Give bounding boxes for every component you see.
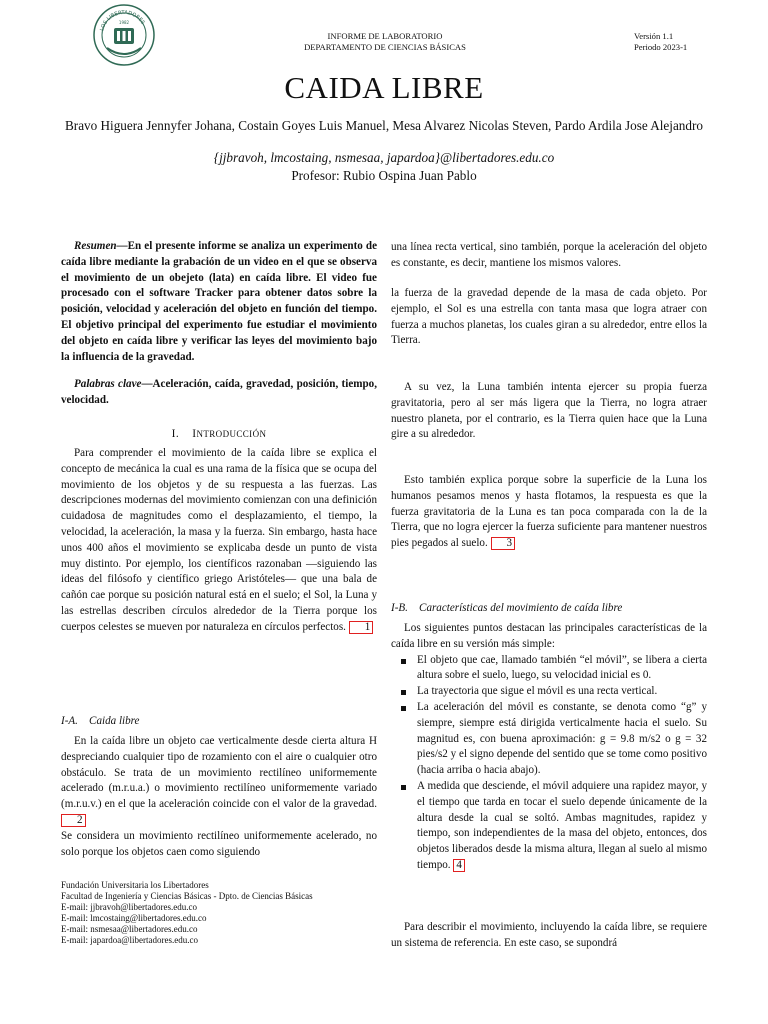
right-paragraph-1 [391, 240, 707, 272]
paragraph-text: una línea recta vertical, sino también, porque la aceleración del objeto es constante, es decir, mantiene los mismos valores. [391, 241, 707, 269]
citation-link[interactable]: 1 [349, 621, 374, 634]
footnote-line: Fundación Universitaria los Libertadores [61, 880, 209, 890]
footnote-affiliation [61, 880, 313, 946]
footnote-line: E-mail: japardoa@libertadores.edu.co [61, 935, 198, 945]
header-title-block [270, 31, 500, 52]
header-version-block [634, 31, 687, 52]
abstract [61, 239, 377, 365]
paragraph-text: A su vez, la Luna también intenta ejercer su propia fuerza gravitatoria, pero al ser más ligera que la Tierra, no logra atraer nuestro planeta, por el contrario, es la Tierra quien hace que la Luna gire a su alrededor. [391, 381, 707, 441]
subsection-heading-caida-libre [61, 714, 377, 730]
right-paragraph-4 [391, 473, 707, 552]
citation-link[interactable]: 4 [453, 859, 465, 872]
header-department: DEPARTAMENTO DE CIENCIAS BÁSICAS [304, 41, 466, 52]
paragraph-text: la fuerza de la gravedad depende de la masa de cada objeto. Por ejemplo, el Sol es una estrella con tanta masa que logra atraer con fuerza a muchos planetas, los cuales giran a su alrededor, entre ellos la Tierra. [391, 287, 707, 347]
list-item: La aceleración del móvil es constante, se denota como “g” y siempre, siempre está dirigida verticalmente hacia el suelo. Su magnitud es, con buena aproximación: g = 9.8 m/s2 o g = 32 pies/s2 y el signo depende del sentido que se tome como positivo (hacia arriba o hacia abajo). [391, 700, 707, 779]
right-paragraph-2 [391, 286, 707, 349]
section-heading-introduccion [61, 427, 377, 443]
header-version: Versión 1.1 [634, 31, 674, 41]
list-item: La trayectoria que sigue el móvil es una recta vertical. [391, 684, 707, 700]
caida-libre-text-2: Se considera un movimiento rectilíneo uniformemente acelerado, no solo porque los objetos caen como siguiendo [61, 829, 377, 858]
intro-paragraph [61, 446, 377, 636]
footnote-line: E-mail: nsmesaa@libertadores.edu.co [61, 924, 198, 934]
subsection-number: I-B. [391, 602, 408, 614]
abstract-text: —En el presente informe se analiza un experimento de caída libre mediante la grabación de un video en el que se observa el movimiento de un obejeto (lata) en caída libre. El video fue procesado con el software Tracker para obtener datos sobre la posición, velocidad y aceleración del objeto en función del tiempo. El objetivo principal del experimento fue estudiar el movimiento del objeto en caída libre y verificar las leyes del movimiento bajo la influencia de la gravedad. [61, 240, 377, 363]
caida-libre-text: En la caída libre un objeto cae verticalmente desde cierta altura H despreciando cualquier tipo de rozamiento con el aire o cualquier otro obstáculo. Se trata de un movimiento rectilíneo uniformemente acelerado (m.r.u.a.) o movimiento rectilíneo uniformemente variado (m.r.u.v.) en el que la aceleración coincide con el valor de la gravedad. [61, 735, 377, 811]
bullet-icon [401, 785, 406, 790]
bullet-icon [401, 690, 406, 695]
subsection-heading-caracteristicas [391, 601, 707, 617]
keywords-text: —Aceleración, caída, gravedad, posición, tiempo, velocidad. [61, 378, 377, 406]
paragraph-text: Para describir el movimiento, incluyendo la caída libre, se requiere un sistema de referencia. En este caso, se supondrá [391, 921, 707, 949]
section-title-initial: I [192, 428, 197, 440]
right-paragraph-3 [391, 380, 707, 443]
professor-line: Profesor: Rubio Ospina Juan Pablo [291, 168, 477, 183]
paper-title: CAIDA LIBRE [284, 70, 484, 105]
author-list: Bravo Higuera Jennyfer Johana, Costain Goyes Luis Manuel, Mesa Alvarez Nicolas Steven, Pardo Ardila Jose Alejandro [65, 118, 703, 133]
footnote-line: Facultad de Ingeniería y Ciencias Básicas - Dpto. de Ciencias Básicas [61, 891, 313, 901]
right-paragraph-final [391, 920, 707, 952]
section-title-rest: NTRODUCCIÓN [196, 429, 267, 439]
subsection-title: Características del movimiento de caída libre [419, 602, 623, 614]
caracteristicas-intro: Los siguientes puntos destacan las principales características de la caída libre en su versión más simple: [391, 622, 707, 650]
university-seal-logo [93, 4, 155, 66]
header-report-type: INFORME DE LABORATORIO [327, 31, 443, 41]
bullet-icon [401, 706, 406, 711]
subsection-number: I-A. [61, 715, 78, 727]
intro-text: Para comprender el movimiento de la caída libre se explica el concepto de mecánica la cual es una rama de la física que se ocupa del movimiento de los objetos y de su respuesta a las fuerzas. Las descripciones modernas del movimiento comienzan con una definición cuidadosa de magnitudes como el desplazamiento, el tiempo, la velocidad, la aceleración, la masa y la fuerza. Sin embargo, hasta hace unos 400 años el movimiento se explicaba desde un punto de vista muy distinto. Por ejemplo, los científicos razonaban —siguiendo las ideas del filósofo y científico griego Aristóteles— que una bala de cañón cae porque su posición natural está en el suelo; el Sol, la Luna y las estrellas describen círculos alrededor de la Tierra porque los cuerpos celestes se mueven por naturaleza en círculos perfectos. [61, 447, 377, 633]
caracteristicas-body [391, 621, 707, 874]
author-emails: {jjbravoh, lmcostaing, nsmesaa, japardoa}@libertadores.edu.co [213, 150, 555, 165]
keywords-label: Palabras clave [74, 378, 142, 390]
abstract-label: Resumen [74, 240, 117, 252]
seal-text: LOS LIBERTADORES [99, 9, 146, 32]
keywords [61, 377, 377, 409]
footnote-line: E-mail: jjbravoh@libertadores.edu.co [61, 902, 197, 912]
list-item: A medida que desciende, el móvil adquiere una rapidez mayor, y el tiempo que tarda en tocar el suelo depende únicamente de la altura desde la cual se soltó. Ambas magnitudes, rapidez y tiempo, son independientes de la masa del objeto, entonces, dos objetos liberados desde la misma altura, llegan al suelo al mismo tiempo. 4 [391, 779, 707, 874]
characteristics-list [391, 653, 707, 874]
header-period: Periodo 2023-1 [634, 41, 688, 52]
footnote-line: E-mail: lmcostaing@libertadores.edu.co [61, 913, 207, 923]
citation-link[interactable]: 3 [491, 537, 516, 550]
paragraph-text: Esto también explica porque sobre la superficie de la Luna los humanos pesamos menos y hasta flotamos, la respuesta es que la fuerza gravitatoria de la Luna es tan poca comparada con la de la Tierra, que no logra ejercer la fuerza suficiente para mantener nuestros pies pegados al suelo. [391, 474, 707, 550]
caida-libre-body [61, 734, 377, 860]
subsection-title: Caida libre [89, 715, 140, 727]
section-number: I. [171, 428, 180, 440]
seal-year: 1982 [118, 20, 130, 25]
bullet-icon [401, 659, 406, 664]
list-item: El objeto que cae, llamado también “el móvil”, se libera a cierta altura sobre el suelo, luego, su velocidad inicial es 0. [391, 653, 707, 685]
citation-link[interactable]: 2 [61, 814, 86, 827]
